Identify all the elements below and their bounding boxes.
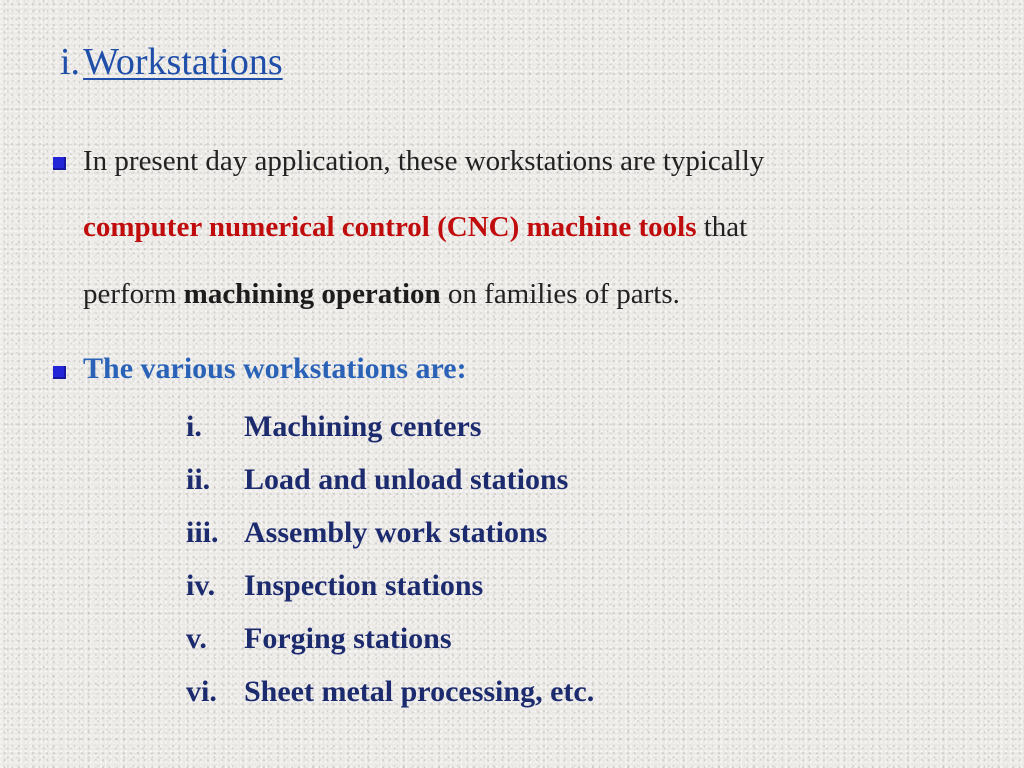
title-text: Workstations: [83, 41, 283, 83]
square-bullet-icon: [53, 157, 66, 170]
slide-title: [60, 40, 283, 84]
paragraph-text: on families of parts.: [440, 278, 680, 310]
list-item-text: Assembly work stations: [244, 516, 548, 549]
list-item: [186, 516, 594, 569]
list-item-text: Sheet metal processing, etc.: [244, 675, 595, 708]
list-numeral: i.: [186, 410, 202, 443]
list-item-text: Load and unload stations: [244, 463, 569, 496]
list-item: [186, 622, 594, 675]
paragraph-text: that: [696, 211, 748, 243]
list-item-text: Forging stations: [244, 622, 452, 655]
list-numeral: ii.: [186, 463, 211, 496]
list-item-text: Machining centers: [244, 410, 482, 443]
paragraph-text: perform: [83, 278, 184, 310]
paragraph-line-3: [83, 278, 680, 311]
paragraph-line-2: [83, 211, 747, 244]
list-item-text: Inspection stations: [244, 569, 484, 602]
machining-operation-bold: machining operation: [183, 278, 441, 310]
paragraph-line-1: In present day application, these workstations are typically: [83, 145, 765, 177]
list-numeral: iii.: [186, 516, 219, 549]
title-number: i.: [60, 41, 81, 83]
background-seam: [0, 347, 1024, 348]
list-numeral: v.: [186, 622, 207, 655]
list-item: [186, 675, 594, 728]
workstation-list: [186, 410, 594, 728]
subheading: The various workstations are:: [83, 352, 467, 385]
list-item: [186, 569, 594, 622]
cnc-highlight: computer numerical control (CNC) machine tools: [83, 211, 697, 243]
list-item: [186, 410, 594, 463]
list-numeral: iv.: [186, 569, 216, 602]
list-numeral: vi.: [186, 675, 217, 708]
list-item: [186, 463, 594, 516]
square-bullet-icon: [53, 366, 66, 379]
